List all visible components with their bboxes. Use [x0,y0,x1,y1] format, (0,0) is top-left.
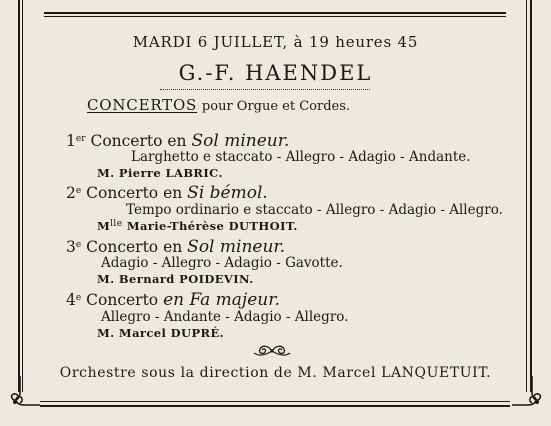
frame-right-rule [530,0,532,392]
frame-bottom-rule-inner [40,401,510,402]
concerto-3-movements: Adagio - Allegro - Adagio - Gavotte. [101,255,343,271]
concerto-2-movements: Tempo ordinario e staccato - Allegro - Adagio - Allegro. [126,202,503,218]
date-line: MARDI 6 JUILLET, à 19 heures 45 [132,33,419,51]
frame-left-rule [18,0,20,392]
frame-bottom-rule [40,405,510,407]
concerto-4-performer: M. Marcel DUPRÉ. [97,326,225,340]
concertos-subtitle: pour Orgue et Cordes. [201,99,351,114]
section-heading [87,96,350,114]
concerto-3-performer: M. Bernard POIDEVIN. [97,272,254,286]
composer-name: G.-F. HAENDEL [178,61,373,85]
fleuron-ornament-icon [252,344,292,358]
concerto-2-performer: $M^{lle}$ Marie-Thérèse DUTHOIT. [97,219,298,233]
concerto-1-performer: M. Pierre LABRIC. [97,166,223,180]
frame-top-rule [44,12,506,14]
concerto-2-title: 2e Concerto en Si bémol. [66,183,268,203]
dotted-divider [160,89,370,90]
orchestra-line: Orchestre sous la direction de M. Marcel LANQUETUIT. [59,365,492,381]
concertos-heading: CONCERTOS [87,96,198,114]
frame-right-rule-inner [526,0,527,392]
frame-left-rule-inner [22,0,23,392]
concerto-4-title: 4e Concerto en Fa majeur. [66,290,280,310]
concerto-1-movements: Larghetto e staccato - Allegro - Adagio - Andante. [131,149,471,165]
concerto-1-title: 1er Concerto en Sol mineur. [66,131,290,151]
concerto-3-title: 3e Concerto en Sol mineur. [66,237,286,257]
concerto-4-movements: Allegro - Andante - Adagio - Allegro. [101,309,349,325]
frame-top-rule-inner [44,16,506,17]
